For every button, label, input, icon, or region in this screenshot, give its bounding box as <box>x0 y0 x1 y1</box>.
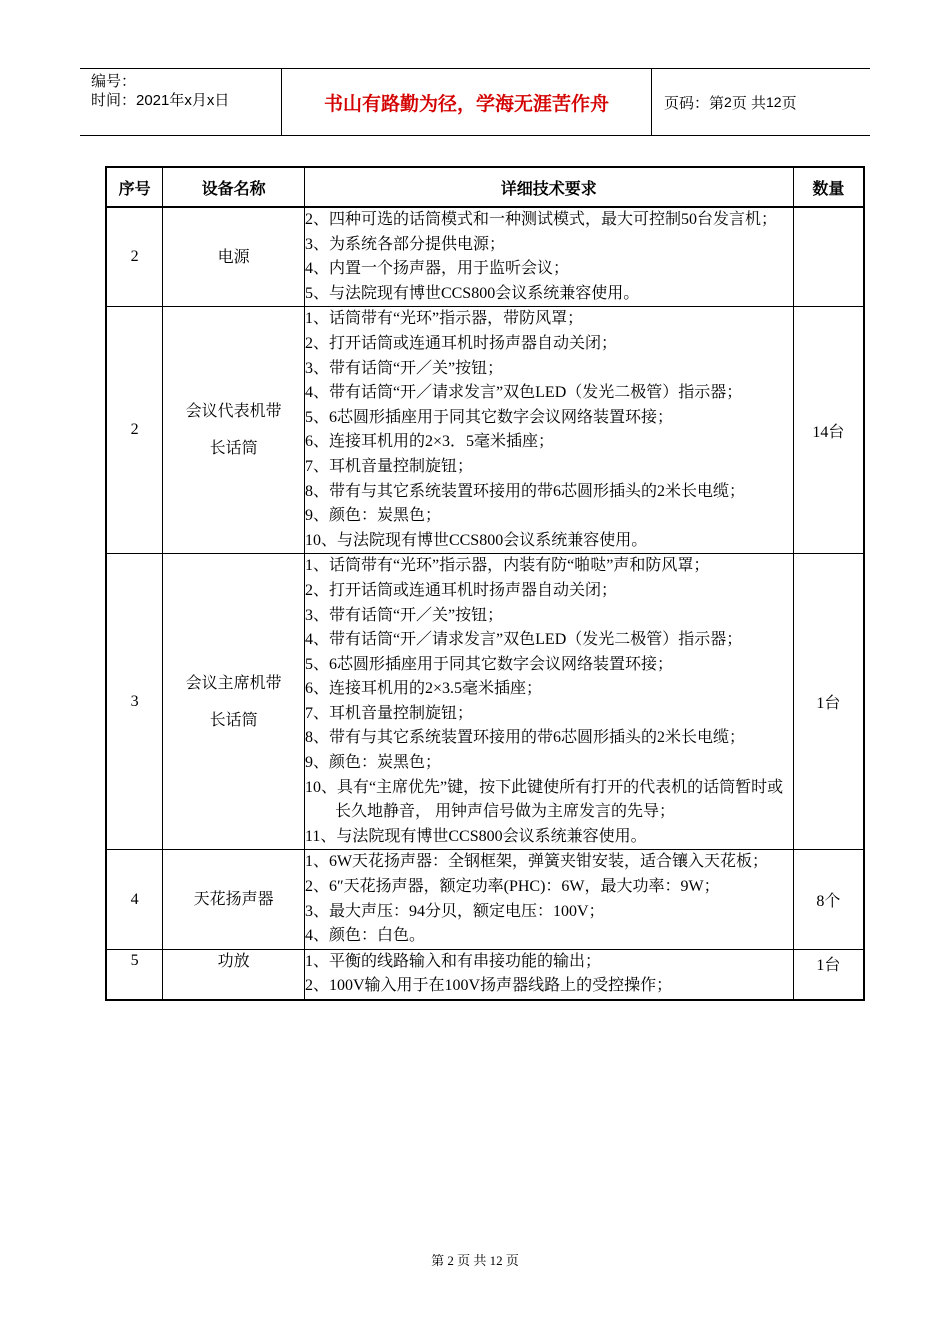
requirement-item: 1、话筒带有“光环”指示器，带防风罩； <box>304 310 584 328</box>
device-name-line: 天花扬声器 <box>193 891 274 909</box>
requirement-item: 1、6W天花扬声器：全钢框架，弹簧夹钳安装，适合镶入天花板； <box>304 853 769 871</box>
table-row <box>106 554 864 850</box>
requirement-item: 8、带有与其它系统装置环接用的带6芯圆形插头的2米长电缆； <box>304 482 745 500</box>
row-number: 3 <box>106 554 163 850</box>
row-number: 4 <box>106 850 163 949</box>
row-requirements <box>304 207 793 307</box>
requirement-item: 1、话筒带有“光环”指示器，内装有防“啪哒”声和防风罩； <box>304 557 710 575</box>
requirement-item: 9、颜色：炭黑色； <box>304 507 441 525</box>
requirement-item: 2、打开话筒或连通耳机时扬声器自动关闭； <box>304 334 617 352</box>
row-device-name <box>163 850 305 949</box>
row-requirements <box>304 850 793 949</box>
page-total: 12 <box>765 94 782 110</box>
requirement-item: 5、与法院现有博世CCS800会议系统兼容使用。 <box>304 284 640 302</box>
row-quantity: 14台 <box>793 307 864 554</box>
row-device-name <box>163 307 305 554</box>
requirement-item: 10、具有“主席优先”键，按下此键使所有打开的代表机的话筒暂时或长久地静音， 用钟声信号做为主席发言的先导； <box>304 778 784 821</box>
page-number: 2 <box>724 94 732 110</box>
row-device-name <box>163 949 305 1000</box>
row-device-name <box>163 207 305 307</box>
row-number: 2 <box>106 207 163 307</box>
page-header <box>80 68 870 136</box>
row-quantity: 8个 <box>793 850 864 949</box>
requirement-item: 3、带有话筒“开／关”按钮； <box>304 606 504 624</box>
col-header-name: 设备名称 <box>163 167 305 207</box>
header-time-label: 时间：2021年x月x日 <box>91 92 230 109</box>
device-name-line: 功放 <box>217 952 250 970</box>
requirement-item: 4、内置一个扬声器，用于监听会议； <box>304 260 569 278</box>
requirement-item: 4、颜色：白色。 <box>304 927 425 945</box>
requirement-item: 3、带有话筒“开／关”按钮； <box>304 359 504 377</box>
row-number: 2 <box>106 307 163 554</box>
table-header-row <box>106 167 864 207</box>
requirement-item: 6、连接耳机用的2×3．5毫米插座； <box>304 433 554 451</box>
requirement-item: 1、平衡的线路输入和有串接功能的输出； <box>304 952 601 970</box>
row-requirements <box>304 307 793 554</box>
requirement-item: 5、6芯圆形插座用于同其它数字会议网络装置环接； <box>304 655 673 673</box>
table-row <box>106 850 864 949</box>
row-requirements <box>304 554 793 850</box>
requirement-item: 8、带有与其它系统装置环接用的带6芯圆形插头的2米长电缆； <box>304 729 745 747</box>
equipment-table <box>105 166 865 1001</box>
requirement-item: 9、颜色：炭黑色； <box>304 754 441 772</box>
device-name-line: 电源 <box>217 248 250 266</box>
requirement-item: 5、6芯圆形插座用于同其它数字会议网络装置环接； <box>304 408 673 426</box>
col-header-quantity: 数量 <box>793 167 864 207</box>
header-code-label: 编号： <box>91 73 137 90</box>
table-row <box>106 207 864 307</box>
requirement-item: 7、耳机音量控制旋钮； <box>304 457 473 475</box>
device-name-line: 会议主席机带 <box>185 674 282 692</box>
col-header-number: 序号 <box>106 167 163 207</box>
requirement-item: 6、连接耳机用的2×3.5毫米插座； <box>304 680 542 698</box>
requirement-item: 3、最大声压：94分贝，额定电压：100V； <box>304 902 605 920</box>
row-quantity <box>793 207 864 307</box>
row-number: 5 <box>106 949 163 1000</box>
device-name-line: 会议代表机带 <box>185 403 282 421</box>
page-mid: 页 共 <box>731 94 766 112</box>
row-device-name <box>163 554 305 850</box>
header-motto: 书山有路勤为径，学海无涯苦作舟 <box>282 69 652 135</box>
requirement-item: 2、100V输入用于在100V扬声器线路上的受控操作； <box>304 977 673 995</box>
page-prefix: 页码：第 <box>664 94 725 112</box>
requirement-item: 2、6″天花扬声器，额定功率(PHC)：6W，最大功率：9W； <box>304 878 720 896</box>
requirement-item: 2、打开话筒或连通耳机时扬声器自动关闭； <box>304 581 617 599</box>
table-row <box>106 307 864 554</box>
device-name-line: 长话筒 <box>209 440 258 458</box>
requirement-item: 3、为系统各部分提供电源； <box>304 235 505 253</box>
table-row <box>106 949 864 1000</box>
requirement-item: 7、耳机音量控制旋钮； <box>304 704 473 722</box>
requirement-item: 4、带有话筒“开／请求发言”双色LED（发光二极管）指示器； <box>304 631 743 649</box>
page-suffix: 页 <box>781 94 797 112</box>
requirement-item: 2、四种可选的话筒模式和一种测试模式，最大可控制50台发言机； <box>304 211 777 228</box>
row-requirements <box>304 949 793 1000</box>
row-quantity: 1台 <box>793 949 864 1000</box>
requirement-item: 11、与法院现有博世CCS800会议系统兼容使用。 <box>304 827 647 845</box>
row-quantity: 1台 <box>793 554 864 850</box>
header-page-info <box>652 69 870 135</box>
page-footer: 第 2 页 共 12 页 <box>431 1253 519 1268</box>
requirement-item: 4、带有话筒“开／请求发言”双色LED（发光二极管）指示器； <box>304 384 743 402</box>
requirement-item: 10、与法院现有博世CCS800会议系统兼容使用。 <box>304 531 648 549</box>
header-meta <box>80 69 282 135</box>
device-name-line: 长话筒 <box>209 711 258 729</box>
col-header-requirements: 详细技术要求 <box>304 167 793 207</box>
